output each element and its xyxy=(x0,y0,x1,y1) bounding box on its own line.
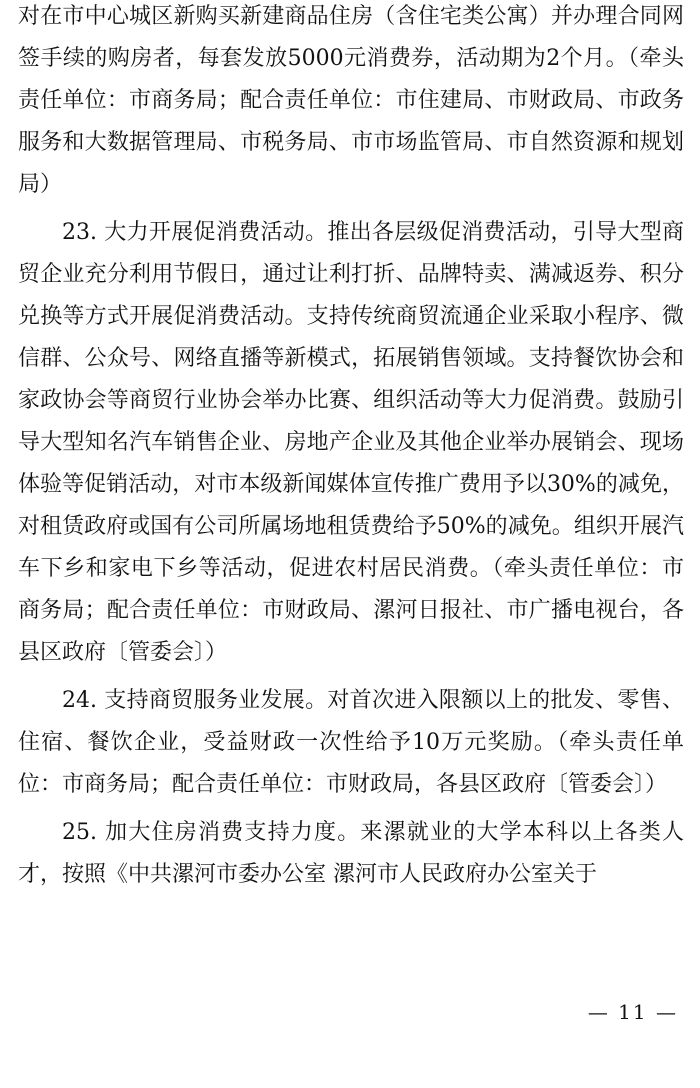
paragraph-item-23: 23. 大力开展促消费活动。推出各层级促消费活动，引导大型商贸企业充分利用节假日，通过让利打折、品牌特卖、满减返券、积分兑换等方式开展促消费活动。支持传统商贸流通企业采取小程序、微信群、公众号、网络直播等新模式，拓展销售领域。支持餐饮协会和家政协会等商贸行业协会举办比赛、组织活动等大力促消费。鼓励引导大型知名汽车销售企业、房地产企业及其他企业举办展销会、现场体验等促销活动，对市本级新闻媒体宣传推广费用予以30%的减免，对租赁政府或国有公司所属场地租赁费给予50%的减免。组织开展汽车下乡和家电下乡等活动，促进农村居民消费。（牵头责任单位：市商务局；配合责任单位：市财政局、漯河日报社、市广播电视台，各县区政府〔管委会〕） xyxy=(18,220,684,665)
document-page xyxy=(18,0,684,896)
paragraph-item-25: 25. 加大住房消费支持力度。来漯就业的大学本科以上各类人才，按照《中共漯河市委办公室 漯河市人民政府办公室关于 xyxy=(18,820,684,887)
page-number: — 11 — xyxy=(587,1000,678,1024)
paragraph-item-24: 24. 支持商贸服务业发展。对首次进入限额以上的批发、零售、住宿、餐饮企业，受益财政一次性给予10万元奖励。（牵头责任单位：市商务局；配合责任单位：市财政局，各县区政府〔管委会〕） xyxy=(18,688,684,797)
paragraph-continued: 对在市中心城区新购买新建商品住房（含住宅类公寓）并办理合同网签手续的购房者，每套发放5000元消费券，活动期为2个月。（牵头责任单位：市商务局；配合责任单位：市住建局、市财政局、市政务服务和大数据管理局、市税务局、市市场监管局、市自然资源和规划局） xyxy=(18,4,684,197)
